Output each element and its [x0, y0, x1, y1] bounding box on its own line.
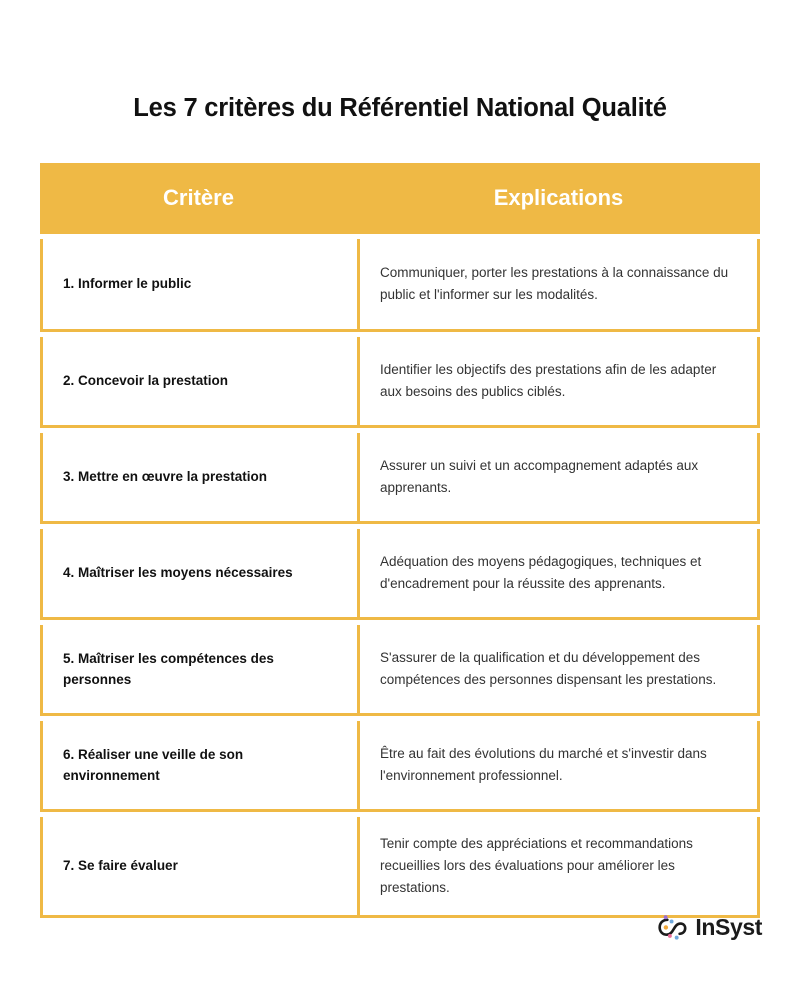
cell-criterion [43, 337, 360, 425]
criterion-label: 7. Se faire évaluer [63, 858, 178, 874]
cell-explanation [360, 721, 757, 809]
table-row [40, 625, 760, 716]
cell-criterion [43, 529, 360, 617]
cell-explanation [360, 625, 757, 713]
criterion-label: 3. Mettre en œuvre la prestation [63, 469, 268, 485]
page-title: Les 7 critères du Référentiel National Qualité [133, 94, 667, 123]
criteria-table [40, 163, 760, 918]
cell-criterion [43, 239, 360, 329]
insyst-swirl-icon [655, 910, 689, 944]
column-header-explanations: Explications [493, 185, 624, 211]
cell-explanation [360, 337, 757, 425]
explanation-text: Adéquation des moyens pédagogiques, techniques et d'encadrement pour la réussite des apprenants. [380, 554, 702, 591]
cell-criterion [43, 817, 360, 915]
insyst-logo [655, 910, 762, 944]
explanation-text: Assurer un suivi et un accompagnement adaptés aux apprenants. [380, 458, 699, 495]
column-header-criterion: Critère [163, 185, 234, 211]
criterion-label: 4. Maîtriser les moyens nécessaires [63, 565, 293, 581]
logo-wordmark: InSyst [695, 913, 762, 940]
cell-criterion [43, 433, 360, 521]
explanation-text: Tenir compte des appréciations et recommandations recueillies lors des évaluations pour améliorer les prestations. [380, 836, 693, 895]
criterion-label: 5. Maîtriser les compétences des personnes [63, 650, 274, 687]
table-row [40, 433, 760, 524]
cell-explanation [360, 817, 757, 915]
cell-criterion [43, 625, 360, 713]
table-header-row [40, 163, 760, 234]
cell-criterion [43, 721, 360, 809]
cell-explanation [360, 433, 757, 521]
table-row [40, 721, 760, 812]
table-row [40, 529, 760, 620]
criterion-label: 1. Informer le public [63, 276, 192, 292]
explanation-text: Identifier les objectifs des prestations afin de les adapter aux besoins des publics ciblés. [380, 362, 717, 399]
explanation-text: S'assurer de la qualification et du développement des compétences des personnes dispensant les prestations. [380, 650, 717, 687]
explanation-text: Communiquer, porter les prestations à la connaissance du public et l'informer sur les modalités. [380, 265, 729, 302]
cell-explanation [360, 239, 757, 329]
criterion-label: 6. Réaliser une veille de son environnement [63, 746, 244, 783]
table-row [40, 337, 760, 428]
table-row [40, 239, 760, 332]
table-row [40, 817, 760, 918]
cell-explanation [360, 529, 757, 617]
explanation-text: Être au fait des évolutions du marché et s'investir dans l'environnement professionnel. [380, 746, 707, 783]
criterion-label: 2. Concevoir la prestation [63, 373, 229, 389]
